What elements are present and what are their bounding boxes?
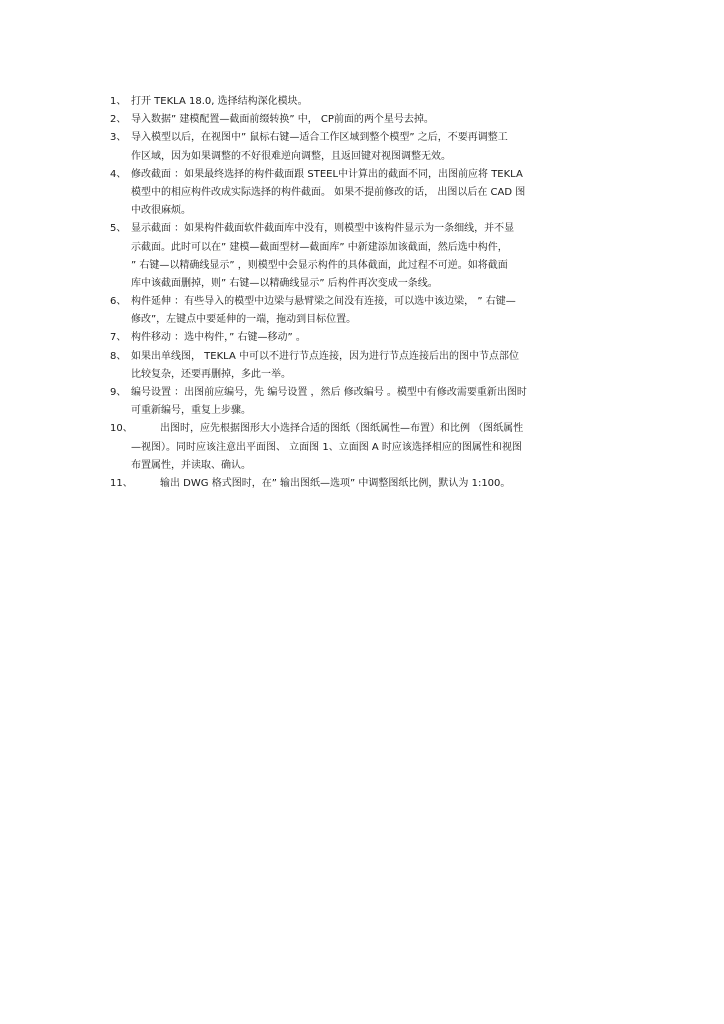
item-text <box>131 220 514 293</box>
item-number: 7、 <box>110 332 127 344</box>
list-item <box>110 420 630 475</box>
item-number: 9、 <box>110 387 127 399</box>
item-text <box>131 93 308 111</box>
item-text-line: ” 右键—以精确线显示” ，则模型中会显示构件的具体截面，此过程不可逆。如将截面 <box>131 259 508 271</box>
item-number: 8、 <box>110 350 127 362</box>
item-text-line: 修改”，左键点中要延伸的一端，拖动到目标位置。 <box>131 314 357 326</box>
item-text-line: 显示截面 ：如果构件截面软件截面库中没有，则模型中该构件显示为一条细线，并不显 <box>131 223 515 235</box>
list-item <box>110 348 630 384</box>
item-text-line: 中改很麻烦。 <box>131 205 191 217</box>
item-text <box>131 166 525 221</box>
list-item <box>110 293 630 329</box>
item-text-line: 布置属性，并读取、确认。 <box>131 459 251 471</box>
item-number: 2、 <box>110 114 127 126</box>
item-text-line: —视图）。同时应该注意出平面图、 立面图 1、立面图 A 时应该选择相应的图属性和视图 <box>131 441 522 453</box>
item-text-line: 比较复杂，还要再删掉，多此一举。 <box>131 368 291 380</box>
item-text <box>131 348 519 384</box>
item-text-line: 导入数据” 建模配置—截面前缀转换” 中， CP前面的两个星号去掉。 <box>131 114 434 126</box>
list-item <box>110 93 630 111</box>
item-text-line: 导入模型以后，在视图中” 鼠标右键—适合工作区域到整个模型” 之后，不要再调整工 <box>131 132 508 144</box>
item-number: 3、 <box>110 132 127 144</box>
item-number: 11、 <box>110 477 133 489</box>
item-number: 6、 <box>110 296 127 308</box>
item-number: 4、 <box>110 168 127 180</box>
item-text <box>131 129 508 165</box>
list-item <box>110 129 630 165</box>
item-text-line: 可重新编号，重复上步骤。 <box>131 405 251 417</box>
list-item <box>110 475 630 493</box>
item-text-line: 打开 TEKLA 18.0, 选择结构深化模块。 <box>131 96 308 107</box>
item-text <box>131 384 527 420</box>
list-item <box>110 220 630 293</box>
item-number: 10、 <box>110 423 133 435</box>
item-text-line: 编号设置 ：出图前应编号，先 编号设置 ，然后 修改编号 。模型中有修改需要重新出图时 <box>131 387 527 399</box>
list-item <box>110 166 630 221</box>
item-text-line: 出图时，应先根据图形大小选择合适的图纸（图纸属性—布置）和比例 （图纸属性 <box>160 423 524 435</box>
item-text <box>131 329 306 347</box>
item-text-line: 构件移动 ：选中构件，” 右键—移动” 。 <box>131 332 306 344</box>
item-text-line: 输出 DWG 格式图时，在” 输出图纸—选项” 中调整图纸比例，默认为 1:100。 <box>160 477 511 489</box>
instruction-list <box>110 93 630 493</box>
item-text-line: 修改截面 ：如果最终选择的构件截面跟 STEEL中计算出的截面不同，出图前应将 TEKLA <box>131 168 523 180</box>
item-text-line: 示截面。此时可以在” 建模—截面型材—截面库” 中新建添加该截面，然后选中构件， <box>131 241 508 253</box>
item-text <box>131 293 516 329</box>
item-text-line: 模型中的相应构件改成实际选择的构件截面。 如果不提前修改的话， 出图以后在 CAD 图 <box>131 186 526 198</box>
list-item <box>110 111 630 129</box>
item-text-line: 构件延伸 ：有些导入的模型中边梁与悬臂梁之间没有连接，可以选中该边梁， ” 右键— <box>131 296 516 308</box>
item-text <box>131 420 524 475</box>
item-text-line: 如果出单线图， TEKLA 中可以不进行节点连接，因为进行节点连接后出的图中节点部位 <box>131 350 519 362</box>
item-text <box>160 475 510 493</box>
item-number: 5、 <box>110 223 127 235</box>
item-text <box>131 111 434 129</box>
item-text-line: 库中该截面删掉，则” 右键—以精确线显示” 后构件再次变成一条线。 <box>131 277 438 289</box>
list-item <box>110 384 630 420</box>
item-number: 1、 <box>110 96 127 107</box>
list-item <box>110 329 630 347</box>
item-text-line: 作区域，因为如果调整的不好很难逆向调整，且返回键对视图调整无效。 <box>131 150 451 162</box>
